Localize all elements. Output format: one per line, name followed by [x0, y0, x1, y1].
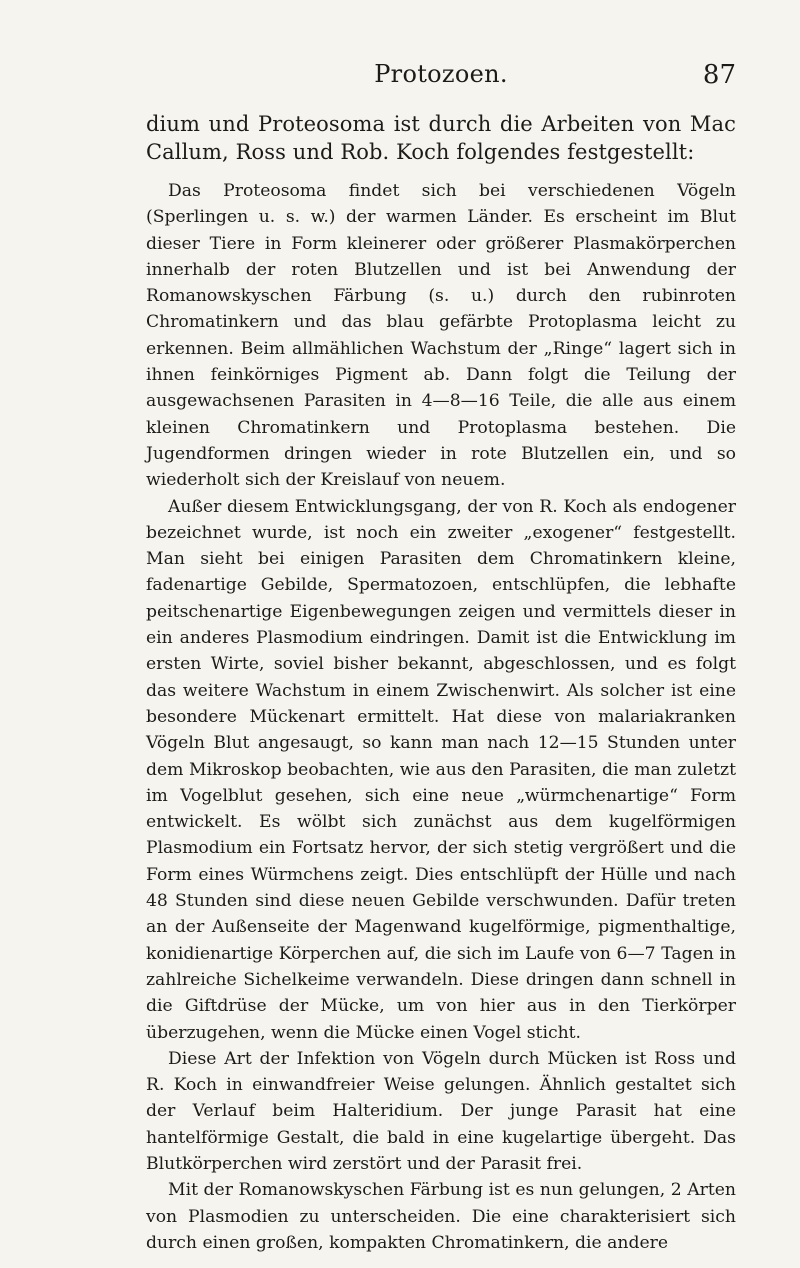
page-header: [146, 60, 736, 100]
paragraph-infection: Diese Art der Infektion von Vögeln durch Mücken ist Ross und R. Koch in einwandfreier Weise gelungen. Ähnlich gestaltet sich der Verlauf beim Halteridium. Der junge Parasit hat eine hantelförmige Gestalt, die bald in eine kugelartige übergeht. Das Blutkörperchen wird zerstört und der Parasit frei.: [146, 1048, 736, 1174]
body-text: [146, 110, 736, 1256]
paragraph-staining: Mit der Romanowskyschen Färbung ist es nun gelungen, 2 Arten von Plasmodien zu unterscheiden. Die eine charakterisiert sich durch einen großen, kompakten Chromatinkern, die andere: [146, 1180, 736, 1253]
running-title: Protozoen.: [374, 60, 508, 88]
paragraph-proteosoma: Das Proteosoma findet sich bei verschiedenen Vögeln (Sperlingen u. s. w.) der warmen Länder. Es erscheint im Blut dieser Tiere in Form kleinerer oder größerer Plasmakörperchen innerhalb der roten Blutzellen und ist bei Anwendung der Romanowskyschen Färbung (s. u.) durch den rubinroten Chromatinkern und das blau gefärbte Protoplasma leicht zu erkennen. Beim allmählichen Wachstum der „Ringe“ lagert sich in ihnen feinkörniges Pigment ab. Dann folgt die Teilung der ausgewachsenen Parasiten in 4—8—16 Teile, die alle aus einem kleinen Chromatinkern und Protoplasma bestehen. Die Jugendformen dringen wieder in rote Blutzellen ein, und so wiederholt sich der Kreislauf von neuem.: [146, 181, 736, 491]
lead-paragraph: dium und Proteosoma ist durch die Arbeiten von Mac Callum, Ross und Rob. Koch folgendes festgestellt:: [146, 112, 736, 164]
page-number: 87: [702, 60, 736, 90]
paragraph-exogenous-cycle: Außer diesem Entwicklungsgang, der von R. Koch als endogener bezeichnet wurde, ist noch ein zweiter „exogener“ festgestellt. Man sieht bei einigen Parasiten dem Chromatinkern kleine, fadenartige Gebilde, Spermatozoen, entschlüpfen, die lebhafte peitschenartige Eigenbewegungen zeigen und vermittels dieser in ein anderes Plasmodium eindringen. Damit ist die Entwicklung im ersten Wirte, soviel bisher bekannt, abgeschlossen, und es folgt das weitere Wachstum in einem Zwischenwirt. Als solcher ist eine besondere Mückenart ermittelt. Hat diese von malariakranken Vögeln Blut angesaugt, so kann man nach 12—15 Stunden unter dem Mikroskop beobachten, wie aus den Parasiten, die man zuletzt im Vogelblut gesehen, sich eine neue „würmchenartige“ Form entwickelt. Es wölbt sich zunächst aus dem kugelförmigen Plasmodium ein Fortsatz hervor, der sich stetig vergrößert und die Form eines Würmchens zeigt. Dies entschlüpft der Hülle und nach 48 Stunden sind diese neuen Gebilde verschwunden. Dafür treten an der Außenseite der Magenwand kugelförmige, pigmenthaltige, konidienartige Körperchen auf, die sich im Laufe von 6—7 Tagen in zahlreiche Sichelkeime verwandeln. Diese dringen dann schnell in die Giftdrüse der Mücke, um von hier aus in den Tierkörper überzugehen, wenn die Mücke einen Vogel sticht.: [146, 496, 736, 1043]
